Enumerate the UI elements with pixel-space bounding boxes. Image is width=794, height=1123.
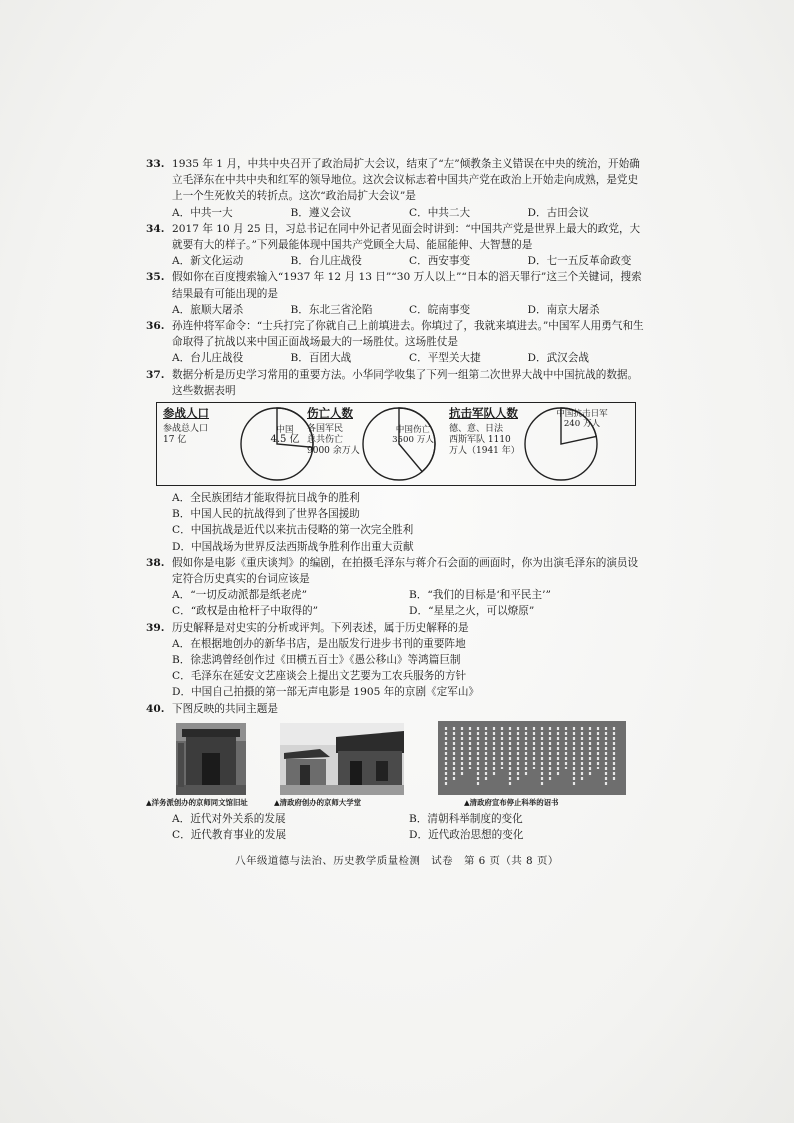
option-b: B．台儿庄战役 <box>290 255 362 268</box>
option-b: B．东北三省沦陷 <box>290 303 373 316</box>
option-c: C．中国抗战是近代以来抗击侵略的第一次完全胜利 <box>172 524 414 537</box>
chart-total-label: 参战总人口 <box>163 424 209 435</box>
option-b: B．遵义会议 <box>290 206 352 219</box>
option-b: B．中国人民的抗战得到了世界各国援助 <box>172 508 360 521</box>
option-d: D．中国自己拍摄的第一部无声电影是 1905 年的京剧《定军山》 <box>172 686 480 699</box>
question-stem: 下图反映的共同主题是 <box>172 702 278 715</box>
option-c: C．“政权是由枪杆子中取得的” <box>172 605 319 618</box>
chart-group-population <box>163 407 209 446</box>
question-number: 37. <box>146 368 165 381</box>
option-c: C．中共二大 <box>409 206 471 219</box>
option-list <box>172 302 646 318</box>
option-list <box>172 636 646 701</box>
option-a: A．旅顺大屠杀 <box>172 303 244 316</box>
chart-total-label: 总共伤亡 <box>307 435 344 446</box>
option-d: D．南京大屠杀 <box>527 303 600 316</box>
question-34 <box>146 221 646 270</box>
option-a: A．台儿庄战役 <box>172 352 244 365</box>
option-b: B．徐悲鸿曾经创作过《田横五百士》《愚公移山》等鸿篇巨制 <box>172 654 461 667</box>
slice-label-line: 中国伤亡 <box>395 425 431 436</box>
figure-caption: ▲洋务派创办的京师同文馆旧址 <box>146 797 248 807</box>
question-40 <box>146 701 646 844</box>
question-stem: 孙连仲将军命令：“士兵打完了你就自己上前填进去。你填过了，我就来填进去。”中国军人用勇气和生命取得了抗战以来中国正面战场最大的一场胜仗。这场胜仗是 <box>172 320 644 349</box>
question-stem: 数据分析是历史学习常用的重要方法。小华同学收集了下列一组第二次世界大战中中国抗战的数据。这些数据表明 <box>172 368 639 397</box>
chart-group-casualties <box>307 407 360 457</box>
imperial-university-photo <box>280 723 404 795</box>
question-number: 34. <box>146 222 165 235</box>
question-number: 39. <box>146 621 165 634</box>
slice-label-line: 中国 <box>276 425 294 436</box>
war-data-chart <box>156 402 636 486</box>
option-a: A．全民族团结才能取得抗日战争的胜利 <box>172 492 360 505</box>
option-b: B．百团大战 <box>290 352 352 365</box>
chart-heading: 参战人口 <box>163 406 209 421</box>
option-b: B．“我们的目标是‘和平民主’” <box>409 589 551 602</box>
option-c: C．西安事变 <box>409 255 471 268</box>
chart-total-label: 各国军民 <box>307 424 344 435</box>
chart-total-label: 德、意、日法 <box>449 424 504 435</box>
option-c: C．皖南事变 <box>409 303 471 316</box>
option-list <box>172 811 646 843</box>
option-c: C．平型关大捷 <box>409 352 481 365</box>
option-a: A．“一切反动派都是纸老虎” <box>172 589 308 602</box>
figure-row <box>146 719 646 811</box>
figure-caption: ▲清政府创办的京师大学堂 <box>274 797 361 807</box>
option-list <box>172 350 646 366</box>
question-number: 36. <box>146 320 165 333</box>
pie-slice-label <box>389 425 437 445</box>
question-37 <box>146 367 646 555</box>
option-c: C．毛泽东在延安文艺座谈会上提出文艺要为工农兵服务的方针 <box>172 670 467 683</box>
pie-slice-label <box>267 425 303 445</box>
option-a: A．中共一大 <box>172 206 233 219</box>
slice-label-line: 中国抗击日军 <box>556 409 608 420</box>
question-number: 40. <box>146 702 165 715</box>
option-a: A．新文化运动 <box>172 255 244 268</box>
chart-heading: 抗击军队人数 <box>449 406 518 421</box>
question-39 <box>146 620 646 701</box>
option-list <box>172 253 646 269</box>
question-stem: 历史解释是对史实的分析或评判。下列表述，属于历史解释的是 <box>172 621 469 634</box>
question-number: 35. <box>146 271 165 284</box>
edict-document-photo <box>438 721 626 795</box>
option-a: A．在根据地创办的新华书店，是出版发行进步书刊的重要阵地 <box>172 637 466 650</box>
question-list <box>146 156 646 843</box>
chart-heading: 伤亡人数 <box>307 406 353 421</box>
option-d: D．中国战场为世界反法西斯战争胜利作出重大贡献 <box>172 540 414 553</box>
tongwenguan-photo <box>176 723 246 795</box>
question-number: 38. <box>146 556 165 569</box>
chart-total-label: 西斯军队 1110 <box>449 435 511 446</box>
option-d: D．“星星之火，可以燎原” <box>409 605 535 618</box>
option-b: B．清朝科举制度的变化 <box>409 812 523 825</box>
slice-label-line: 240 万人 <box>563 419 601 430</box>
chart-group-troops <box>449 407 520 457</box>
page-footer: 八年级道德与法治、历史教学质量检测 试卷 第 6 页（共 8 页） <box>235 855 559 867</box>
slice-label-line: 4.5 亿 <box>270 434 300 446</box>
question-stem: 2017 年 10 月 25 日，习总书记在同中外记者见面会时讲到：“中国共产党是世界上最大的政党，大就要有大的样子。”下列最能体现中国共产党顾全大局、能屈能伸、大智慧的是 <box>172 222 641 252</box>
option-c: C．近代教育事业的发展 <box>172 829 287 842</box>
option-d: D．古田会议 <box>527 206 589 219</box>
option-d: D．近代政治思想的变化 <box>409 829 524 842</box>
question-stem: 假如你在百度搜索输入“1937 年 12 月 13 日”“30 万人以上”“日本的滔天罪行”这三个关键词，搜索结果最有可能出现的是 <box>172 271 642 300</box>
question-36 <box>146 318 646 367</box>
pie-slice-label <box>553 409 611 429</box>
option-list <box>172 490 646 555</box>
question-35 <box>146 269 646 318</box>
question-stem: 假如你是电影《重庆谈判》的编剧，在拍摄毛泽东与蒋介石会面的画面时，你为出演毛泽东的演员设定符合历史真实的台词应该是 <box>172 556 639 586</box>
chart-total-label: 万人（1941 年） <box>449 446 520 457</box>
option-a: A．近代对外关系的发展 <box>172 812 286 825</box>
option-list <box>172 587 646 619</box>
question-number: 33. <box>146 158 165 170</box>
figure-caption: ▲清政府宣布停止科举的诏书 <box>464 797 559 807</box>
question-33 <box>146 156 646 221</box>
option-list <box>172 205 646 221</box>
chart-total-label: 9000 余万人 <box>307 446 360 457</box>
slice-label-line: 3500 万人 <box>392 435 434 446</box>
option-d: D．武汉会战 <box>527 352 589 365</box>
question-stem: 1935 年 1 月，中共中央召开了政治局扩大会议，结束了“左”倾教条主义错误在中央的统治，开始确立毛泽东在中共中央和红军的领导地位。这次会议标志着中国共产党在政治上开始走向成熟，是党史上一个生死攸关的转折点。这次“政治局扩大会议”是 <box>172 158 640 203</box>
chart-total-label: 17 亿 <box>163 435 187 446</box>
question-38 <box>146 555 646 620</box>
option-d: D．七一五反革命政变 <box>527 255 632 268</box>
